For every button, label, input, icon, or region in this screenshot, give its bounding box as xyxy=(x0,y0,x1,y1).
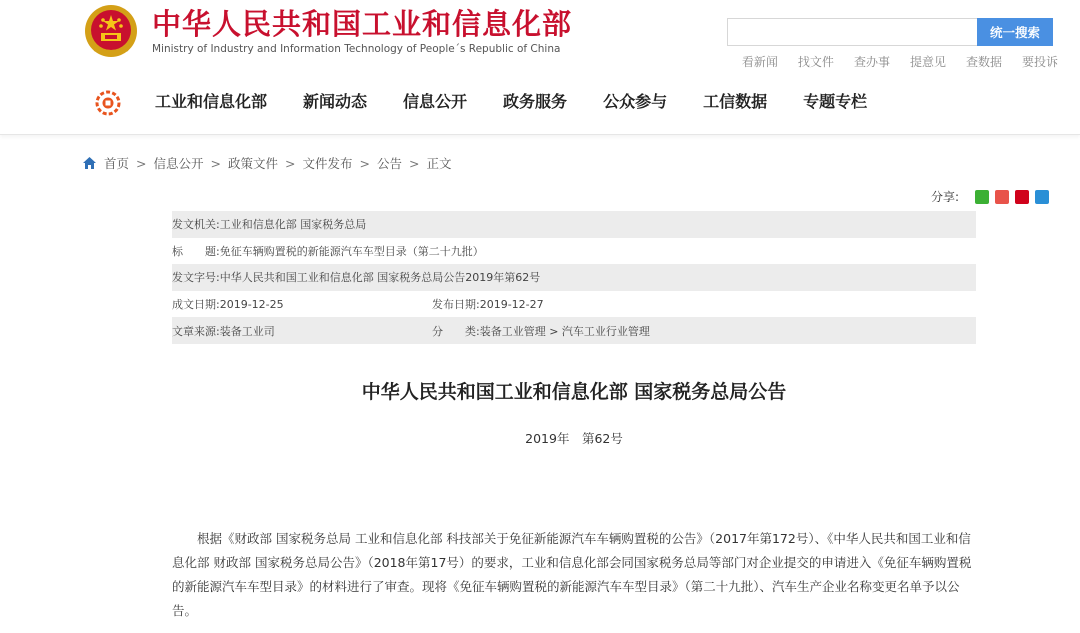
quick-link-data[interactable]: 查数据 xyxy=(965,55,1002,69)
quick-link-news[interactable]: 看新闻 xyxy=(741,55,778,69)
breadcrumb-current: 正文 xyxy=(426,156,452,171)
nav-item-data[interactable]: 工信数据 xyxy=(703,92,768,111)
meta-label: 成文日期: xyxy=(172,298,220,312)
nav-item-ministry[interactable]: 工业和信息化部 xyxy=(155,92,268,111)
quick-links xyxy=(742,53,1058,70)
document-title: 中华人民共和国工业和信息化部 国家税务总局公告 xyxy=(361,381,787,403)
qq-icon[interactable] xyxy=(1035,190,1049,204)
search-button[interactable]: 统一搜索 xyxy=(977,18,1053,46)
meta-value: 中华人民共和国工业和信息化部 国家税务总局公告2019年第62号 xyxy=(219,271,541,285)
share-bar xyxy=(931,188,1049,205)
breadcrumb-separator: > xyxy=(409,155,420,171)
meta-row-dates xyxy=(172,291,976,318)
meta-cell-written xyxy=(172,296,432,312)
nav-item-services[interactable]: 政务服务 xyxy=(503,92,568,111)
share-label: 分享: xyxy=(931,190,960,204)
meta-value: 装备工业司 xyxy=(219,324,275,338)
breadcrumb-disclosure[interactable]: 信息公开 xyxy=(153,156,204,171)
meta-label: 文章来源: xyxy=(172,324,220,338)
main-nav xyxy=(155,90,867,114)
breadcrumb-separator: > xyxy=(359,155,370,171)
meta-value: 2019-12-27 xyxy=(479,297,544,311)
breadcrumb-policy[interactable]: 政策文件 xyxy=(228,156,279,171)
nav-item-disclosure[interactable]: 信息公开 xyxy=(403,92,468,111)
breadcrumb-home[interactable]: 首页 xyxy=(104,156,130,171)
site-title[interactable]: 中华人民共和国工业和信息化部 xyxy=(152,7,573,41)
breadcrumb-notice[interactable]: 公告 xyxy=(377,156,403,171)
breadcrumb xyxy=(82,154,452,172)
meta-value[interactable]: 装备工业管理 > 汽车工业行业管理 xyxy=(479,324,650,338)
document-number: 2019年 第62号 xyxy=(525,431,623,446)
breadcrumb-separator: > xyxy=(136,155,147,171)
meta-value: 工业和信息化部 国家税务总局 xyxy=(219,218,367,232)
meta-label: 标 题: xyxy=(172,244,220,258)
weibo-icon[interactable] xyxy=(995,190,1009,204)
meta-cell-source xyxy=(172,323,432,339)
site-header xyxy=(0,0,1080,135)
quick-link-services[interactable]: 查办事 xyxy=(853,55,890,69)
wechat-icon[interactable] xyxy=(975,190,989,204)
meta-label: 分 类: xyxy=(432,324,480,338)
quick-link-files[interactable]: 找文件 xyxy=(797,55,834,69)
breadcrumb-release[interactable]: 文件发布 xyxy=(302,156,353,171)
meta-value: 免征车辆购置税的新能源汽车车型目录（第二十九批） xyxy=(219,244,484,258)
meta-cell-published xyxy=(432,296,544,312)
breadcrumb-separator: > xyxy=(285,155,296,171)
national-emblem-icon xyxy=(84,4,138,58)
meta-label: 发文机关: xyxy=(172,218,220,232)
meta-row-source xyxy=(172,317,976,344)
quick-link-feedback[interactable]: 提意见 xyxy=(909,55,946,69)
breadcrumb-separator: > xyxy=(210,155,221,171)
site-subtitle: Ministry of Industry and Information Technology of People´s Republic of China xyxy=(152,43,561,55)
meta-cell-category xyxy=(432,323,650,339)
meta-label: 发布日期: xyxy=(432,298,480,312)
search-input[interactable] xyxy=(727,18,977,46)
nav-item-topics[interactable]: 专题专栏 xyxy=(803,92,868,111)
meta-label: 发文字号: xyxy=(172,271,220,285)
meta-row-doc-no xyxy=(172,264,976,291)
meta-row-title xyxy=(172,238,976,265)
meta-row-issuer xyxy=(172,211,976,238)
nav-item-participation[interactable]: 公众参与 xyxy=(603,92,668,111)
pdf-icon[interactable] xyxy=(1015,190,1029,204)
document-paragraph: 根据《财政部 国家税务总局 工业和信息化部 科技部关于免征新能源汽车车辆购置税的公告》（2017年第172号）、《中华人民共和国工业和信息化部 财政部 国家税务总局公告》（2018年第17号）的要求，工业和信息化部会同国家税务总局等部门对企业提交的申请进入《免征车辆购置税的新能源汽车车型目录》的材料进行了审查。现将《免征车辆购置税的新能源汽车车型目录》（第二十九批）、汽车生产企业名称变更名单予以公告。 xyxy=(172,531,972,618)
ministry-logo-icon xyxy=(95,90,121,116)
nav-item-news[interactable]: 新闻动态 xyxy=(303,92,368,111)
meta-value: 2019-12-25 xyxy=(219,297,284,311)
quick-link-complaint[interactable]: 要投诉 xyxy=(1021,55,1058,69)
home-icon[interactable] xyxy=(82,156,97,170)
document-meta-table xyxy=(172,211,976,344)
